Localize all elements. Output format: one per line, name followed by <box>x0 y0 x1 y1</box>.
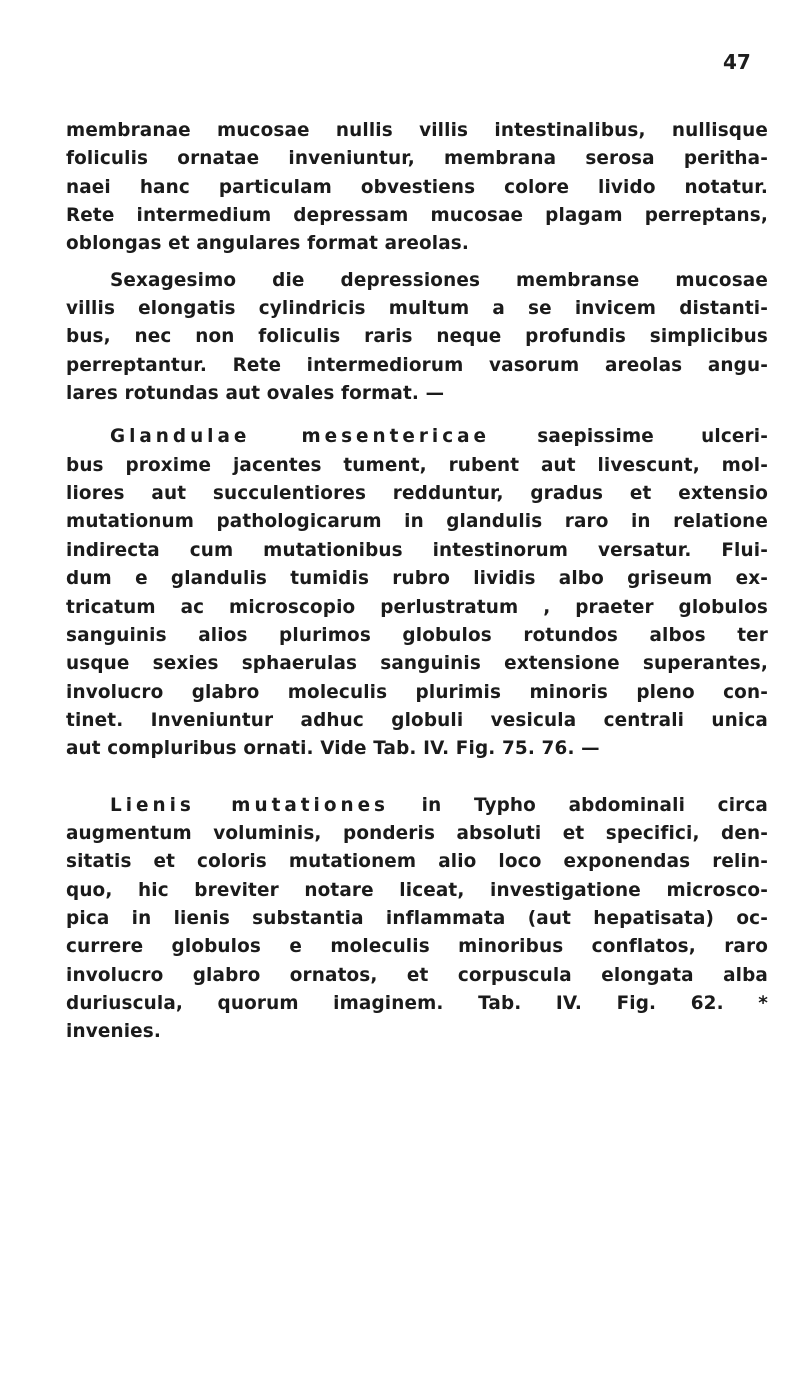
heading-continuation: saepissime ulceri- <box>537 426 768 448</box>
text-line: sitatis et coloris mutationem alio loco exponendas relin- <box>66 851 768 873</box>
text-line: quo, hic breviter notare liceat, investigatione microsco- <box>66 879 768 901</box>
text-line: bus proxime jacentes tument, rubent aut livescunt, mol- <box>66 454 768 476</box>
text-line: mutationum pathologicarum in glandulis raro in relatione <box>66 511 768 533</box>
text-line: dum e glandulis tumidis rubro lividis albo griseum ex- <box>66 568 768 590</box>
text-line: oblongas et angulares format areolas. <box>66 233 470 255</box>
paragraph <box>66 267 768 409</box>
page-number: 47 <box>723 50 751 74</box>
text-line: Sexagesimo die depressiones membranse mucosae <box>110 269 768 291</box>
text-line: villis elongatis cylindricis multum a se invicem distanti- <box>66 298 768 320</box>
text-line: Rete intermedium depressam mucosae plagam perreptans, <box>66 205 768 227</box>
text-line: currere globulos e moleculis minoribus conflatos, raro <box>66 936 768 958</box>
text-line: perreptantur. Rete intermediorum vasorum areolas angu- <box>66 354 768 376</box>
text-line: lares rotundas aut ovales format. — <box>66 383 445 405</box>
heading-continuation: in Typho abdominali circa <box>421 794 768 816</box>
text-line: bus, nec non foliculis raris neque profundis simplicibus <box>66 326 768 348</box>
text-line: sanguinis alios plurimos globulos rotundos albos ter <box>66 624 768 646</box>
text-line: indirecta cum mutationibus intestinorum versatur. Flui- <box>66 539 768 561</box>
text-line: invenies. <box>66 1021 162 1043</box>
text-line: tinet. Inveniuntur adhuc globuli vesicula centrali unica <box>66 709 768 731</box>
text-line: naei hanc particulam obvestiens colore livido notatur. <box>66 176 768 198</box>
text-line: usque sexies sphaerulas sanguinis extensione superantes, <box>66 653 768 675</box>
text-line: involucro glabro ornatos, et corpuscula elongata alba <box>66 964 768 986</box>
text-line: foliculis ornatae inveniuntur, membrana serosa peritha- <box>66 148 768 170</box>
text-line <box>66 792 768 820</box>
text-line: augmentum voluminis, ponderis absoluti et specifici, den- <box>66 822 768 844</box>
text-line: pica in lienis substantia inflammata (aut hepatisata) oc- <box>66 907 768 929</box>
paragraph <box>66 792 768 1047</box>
text-line: duriuscula, quorum imaginem. Tab. IV. Fig. 62. * <box>66 992 768 1014</box>
page-text <box>66 117 768 1047</box>
text-line: membranae mucosae nullis villis intestinalibus, nullisque <box>66 120 768 141</box>
text-line <box>66 423 768 451</box>
paragraph <box>66 117 768 259</box>
text-line: aut compluribus ornati. Vide Tab. IV. Fig. 75. 76. — <box>66 738 600 760</box>
paragraph <box>66 423 768 763</box>
text-line: tricatum ac microscopio perlustratum , praeter globulos <box>66 596 768 618</box>
paragraph-heading: Glandulae mesentericae <box>110 426 491 448</box>
text-line: liores aut succulentiores redduntur, gradus et extensio <box>66 483 768 505</box>
paragraph-heading: Lienis mutationes <box>110 794 390 816</box>
text-line: involucro glabro moleculis plurimis minoris pleno con- <box>66 681 768 703</box>
